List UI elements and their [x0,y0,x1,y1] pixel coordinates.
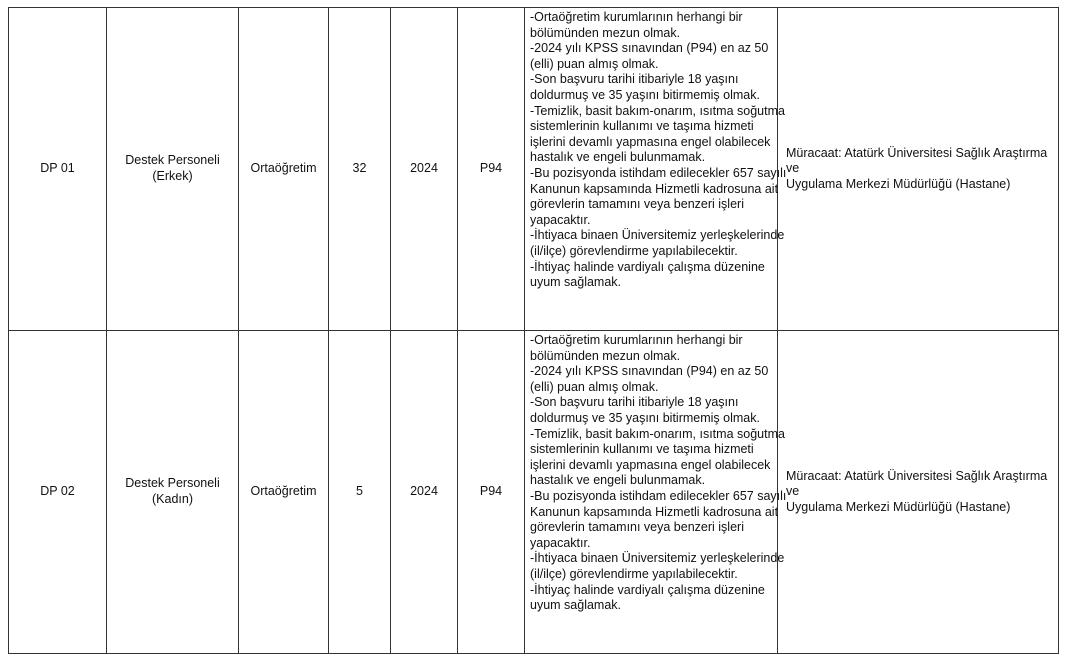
requirement-line: -Son başvuru tarihi itibariyle 18 yaşını [530,395,739,410]
application-line: Müracaat: Atatürk Üniversitesi Sağlık Araştırma ve [786,468,1048,499]
position-count: 32 [329,8,391,331]
requirement-line: -Bu pozisyonda istihdam edilecekler 657 sayılı [530,165,787,180]
requirement-line: -Temizlik, basit bakım-onarım, ısıtma soğutma [530,426,785,441]
requirement-line: işlerini devamlı yapmasına engel olabilecek [530,134,771,149]
application-line: Uygulama Merkezi Müdürlüğü (Hastane) [786,176,1011,191]
requirement-line: sistemlerinin kullanımı ve taşıma hizmeti [530,442,754,457]
requirement-line: yapacaktır. [530,535,591,550]
requirement-line: bölümünden mezun olmak. [530,25,681,40]
position-title-line: Destek Personeli [125,476,220,491]
requirement-line: görevlerin tamamını veya benzeri işleri [530,197,744,212]
table-row [9,8,1059,331]
position-title [107,8,239,331]
score-type: P94 [458,8,525,331]
requirement-line: yapacaktır. [530,212,591,227]
position-code: DP 02 [9,331,107,654]
requirement-line: -İhtiyaç halinde vardiyalı çalışma düzenine [530,582,765,597]
application-line: Uygulama Merkezi Müdürlüğü (Hastane) [786,499,1011,514]
position-title-line: Destek Personeli [125,153,220,168]
requirement-line: Kanunun kapsamında Hizmetli kadrosuna ait [530,181,779,196]
requirement-line: uyum sağlamak. [530,275,622,290]
position-gender-line: (Erkek) [152,169,193,183]
requirement-line: -İhtiyaç halinde vardiyalı çalışma düzenine [530,259,765,274]
position-code: DP 01 [9,8,107,331]
requirement-line: sistemlerinin kullanımı ve taşıma hizmeti [530,119,754,134]
application-info [778,8,1059,331]
education-level: Ortaöğretim [239,331,329,654]
job-positions-table [8,7,1059,654]
requirements-cell [525,331,787,654]
table-row [9,331,1059,654]
score-type: P94 [458,331,525,654]
requirements-cell [525,8,787,331]
requirement-line: -Temizlik, basit bakım-onarım, ısıtma soğutma [530,103,785,118]
requirement-line: uyum sağlamak. [530,598,622,613]
position-title [107,331,239,654]
application-info [778,331,1059,654]
education-level: Ortaöğretim [239,8,329,331]
requirement-line: Kanunun kapsamında Hizmetli kadrosuna ait [530,504,779,519]
requirement-line: -İhtiyaca binaen Üniversitemiz yerleşkelerinde [530,551,785,566]
requirement-line: bölümünden mezun olmak. [530,348,681,363]
kpss-year: 2024 [391,331,458,654]
position-count: 5 [329,331,391,654]
requirement-line: -Ortaöğretim kurumlarının herhangi bir [530,333,743,347]
job-table-container [8,7,1059,654]
requirement-line: hastalık ve engeli bulunmamak. [530,150,706,165]
requirement-line: -Ortaöğretim kurumlarının herhangi bir [530,10,743,24]
requirement-line: doldurmuş ve 35 yaşını bitirmemiş olmak. [530,410,760,425]
requirement-line: işlerini devamlı yapmasına engel olabilecek [530,457,771,472]
requirement-line: (il/ilçe) görevlendirme yapılabilecektir. [530,243,738,258]
requirement-line: (elli) puan almış olmak. [530,379,659,394]
requirement-line: -İhtiyaca binaen Üniversitemiz yerleşkelerinde [530,228,785,243]
application-line: Müracaat: Atatürk Üniversitesi Sağlık Araştırma ve [786,145,1048,176]
requirement-line: -Son başvuru tarihi itibariyle 18 yaşını [530,72,739,87]
requirement-line: doldurmuş ve 35 yaşını bitirmemiş olmak. [530,87,760,102]
requirement-line: hastalık ve engeli bulunmamak. [530,473,706,488]
requirement-line: görevlerin tamamını veya benzeri işleri [530,520,744,535]
kpss-year: 2024 [391,8,458,331]
requirement-line: (il/ilçe) görevlendirme yapılabilecektir. [530,566,738,581]
requirement-line: (elli) puan almış olmak. [530,56,659,71]
requirement-line: -2024 yılı KPSS sınavından (P94) en az 50 [530,364,769,379]
position-gender-line: (Kadın) [152,492,193,506]
requirement-line: -Bu pozisyonda istihdam edilecekler 657 sayılı [530,488,787,503]
requirement-line: -2024 yılı KPSS sınavından (P94) en az 50 [530,41,769,56]
